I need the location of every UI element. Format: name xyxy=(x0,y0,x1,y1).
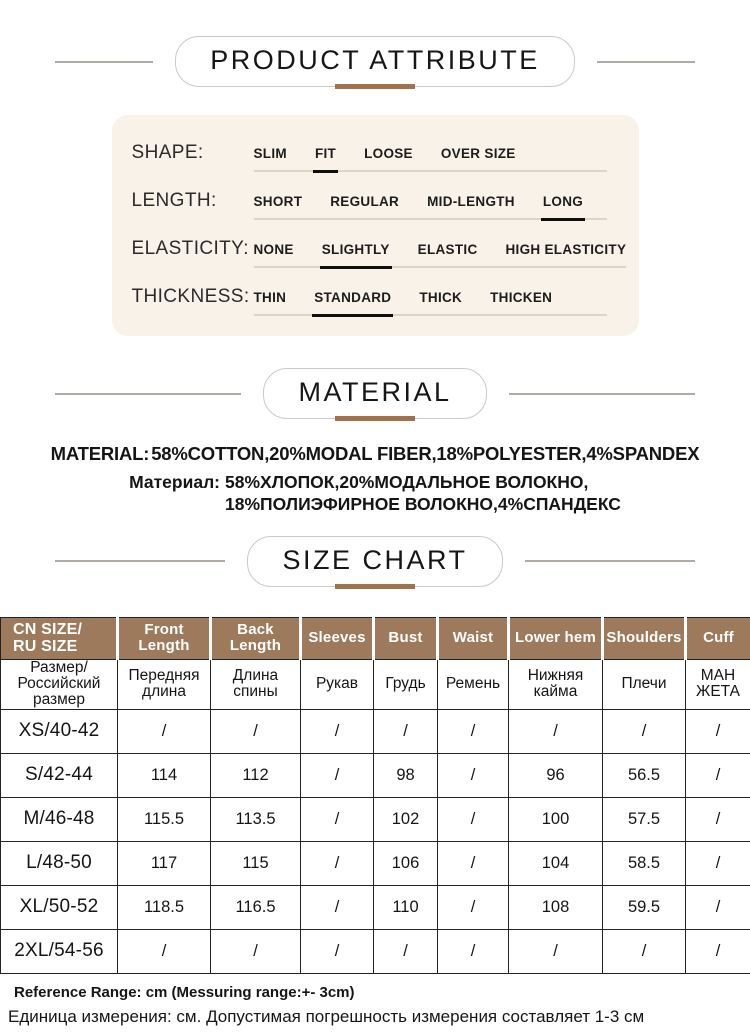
measurement-cell: 96 xyxy=(509,753,603,797)
measurement-cell: / xyxy=(301,929,374,973)
measurement-cell: / xyxy=(438,753,509,797)
measurement-cell: 112 xyxy=(211,753,301,797)
attribute-option-selected: FIT xyxy=(315,146,336,161)
attribute-option: HIGH ELASTICITY xyxy=(506,242,627,257)
title-side-line-left xyxy=(55,61,153,63)
column-header-en: Front Length xyxy=(118,617,211,659)
column-header-ru: Длина спины xyxy=(211,659,301,709)
attribute-row xyxy=(132,190,617,220)
material-section-title xyxy=(0,368,750,419)
measurement-cell: 100 xyxy=(509,797,603,841)
attribute-options xyxy=(254,194,607,220)
table-row xyxy=(1,841,750,885)
measurement-cell: / xyxy=(686,885,750,929)
column-header-en: Cuff xyxy=(686,617,750,659)
attribute-row xyxy=(132,142,617,172)
size-chart-title-box xyxy=(247,536,502,587)
measurement-cell: 58.5 xyxy=(603,841,686,885)
measurement-cell: 116.5 xyxy=(211,885,301,929)
attribute-panel xyxy=(112,115,639,336)
measurement-cell: / xyxy=(686,797,750,841)
measurement-cell: / xyxy=(438,885,509,929)
measurement-cell: 98 xyxy=(374,753,438,797)
measurement-cell: / xyxy=(509,929,603,973)
measurement-cell: / xyxy=(438,929,509,973)
column-header-en: Shoulders xyxy=(603,617,686,659)
measurement-cell: / xyxy=(603,929,686,973)
measurement-cell: / xyxy=(301,841,374,885)
attribute-option: REGULAR xyxy=(330,194,399,209)
attribute-options xyxy=(254,290,607,316)
measurement-cell: / xyxy=(686,929,750,973)
column-header-ru: Плечи xyxy=(603,659,686,709)
measurement-cell: / xyxy=(374,929,438,973)
title-side-line-left xyxy=(55,560,225,562)
material-value-en: 58%COTTON,20%MODAL FIBER,18%POLYESTER,4%SPANDEX xyxy=(151,443,699,464)
measurement-cell: / xyxy=(438,841,509,885)
table-row xyxy=(1,885,750,929)
title-side-line-right xyxy=(509,393,695,395)
material-value-ru-line2: 18%ПОЛИЭФИРНОЕ ВОЛОКНО,4%СПАНДЕКС xyxy=(225,494,621,516)
attribute-label: SHAPE: xyxy=(132,142,254,164)
measurement-cell: / xyxy=(301,885,374,929)
attribute-option-selected: SLIGHTLY xyxy=(322,242,390,257)
attribute-option: THICK xyxy=(419,290,462,305)
reference-range-note-ru: Единица измерения: см. Допустимая погрешность измерения составляет 1-3 см xyxy=(8,1007,750,1027)
size-label-cell: 2XL/54-56 xyxy=(1,929,118,973)
material-label-en: MATERIAL: xyxy=(51,443,150,464)
measurement-cell: 114 xyxy=(118,753,211,797)
measurement-cell: 108 xyxy=(509,885,603,929)
column-header-ru: Ремень xyxy=(438,659,509,709)
title-side-line-left xyxy=(55,393,241,395)
column-header-ru: Грудь xyxy=(374,659,438,709)
product-attribute-section-title xyxy=(0,36,750,87)
attribute-row xyxy=(132,286,617,316)
table-row xyxy=(1,797,750,841)
table-row xyxy=(1,929,750,973)
attribute-option-selected: LONG xyxy=(543,194,583,209)
measurement-cell: / xyxy=(686,709,750,753)
attribute-option: MID-LENGTH xyxy=(427,194,515,209)
measurement-cell: / xyxy=(603,709,686,753)
size-label-cell: M/46-48 xyxy=(1,797,118,841)
column-header-en: Bust xyxy=(374,617,438,659)
attribute-label: LENGTH: xyxy=(132,190,254,212)
material-line-en xyxy=(30,443,720,465)
size-chart-section-title xyxy=(0,536,750,587)
measurement-cell: / xyxy=(509,709,603,753)
measurement-cell: 104 xyxy=(509,841,603,885)
attribute-option: OVER SIZE xyxy=(441,146,516,161)
measurement-cell: 117 xyxy=(118,841,211,885)
measurement-cell: / xyxy=(301,797,374,841)
material-line-ru xyxy=(30,472,720,516)
column-header-ru: Размер/ Российский размер xyxy=(1,659,118,709)
title-underline-bar xyxy=(335,584,415,589)
title-side-line-right xyxy=(525,560,695,562)
column-header-en: Waist xyxy=(438,617,509,659)
column-header-ru: Нижняя кайма xyxy=(509,659,603,709)
title-underline-bar xyxy=(335,416,415,421)
measurement-cell: 118.5 xyxy=(118,885,211,929)
table-header-row-ru xyxy=(1,659,750,709)
product-attribute-title-box xyxy=(175,36,575,87)
measurement-cell: / xyxy=(301,709,374,753)
column-header-en: CN SIZE/ RU SIZE xyxy=(1,617,118,659)
attribute-option: THICKEN xyxy=(490,290,552,305)
title-underline-bar xyxy=(335,84,415,89)
measurement-cell: / xyxy=(438,709,509,753)
measurement-cell: 113.5 xyxy=(211,797,301,841)
measurement-cell: 56.5 xyxy=(603,753,686,797)
size-label-cell: L/48-50 xyxy=(1,841,118,885)
size-label-cell: S/42-44 xyxy=(1,753,118,797)
attribute-option-selected: STANDARD xyxy=(314,290,391,305)
column-header-ru: МАН ЖЕТА xyxy=(686,659,750,709)
attribute-option: LOOSE xyxy=(364,146,413,161)
attribute-label: THICKNESS: xyxy=(132,286,254,308)
measurement-cell: / xyxy=(211,709,301,753)
measurement-cell: / xyxy=(301,753,374,797)
measurement-cell: 115.5 xyxy=(118,797,211,841)
measurement-cell: 57.5 xyxy=(603,797,686,841)
measurement-cell: / xyxy=(118,929,211,973)
material-title-text: MATERIAL xyxy=(298,377,451,407)
measurement-cell: / xyxy=(118,709,211,753)
size-label-cell: XS/40-42 xyxy=(1,709,118,753)
column-header-ru: Рукав xyxy=(301,659,374,709)
column-header-en: Lower hem xyxy=(509,617,603,659)
table-row xyxy=(1,753,750,797)
table-row xyxy=(1,709,750,753)
measurement-cell: / xyxy=(438,797,509,841)
attribute-option: SLIM xyxy=(254,146,287,161)
material-label-ru: Материал: xyxy=(129,472,220,516)
measurement-cell: / xyxy=(686,841,750,885)
size-chart-title-text: SIZE CHART xyxy=(282,545,467,575)
attribute-option: SHORT xyxy=(254,194,303,209)
attribute-options xyxy=(254,242,627,268)
column-header-ru: Передняя длина xyxy=(118,659,211,709)
attribute-option: ELASTIC xyxy=(418,242,478,257)
material-value-ru xyxy=(225,472,621,516)
measurement-cell: / xyxy=(374,709,438,753)
column-header-en: Sleeves xyxy=(301,617,374,659)
attribute-option: NONE xyxy=(254,242,294,257)
size-label-cell: XL/50-52 xyxy=(1,885,118,929)
reference-range-note-en: Reference Range: cm (Messuring range:+- 3cm) xyxy=(14,984,750,1001)
table-header-row-en xyxy=(1,617,750,659)
product-attribute-title-text: PRODUCT ATTRIBUTE xyxy=(210,45,540,75)
measurement-cell: 102 xyxy=(374,797,438,841)
size-chart-table xyxy=(0,617,750,974)
measurement-cell: / xyxy=(686,753,750,797)
material-value-ru-line1: 58%ХЛОПОК,20%МОДАЛЬНОЕ ВОЛОКНО, xyxy=(225,472,621,494)
attribute-option: THIN xyxy=(254,290,287,305)
material-title-box xyxy=(263,368,486,419)
measurement-cell: 110 xyxy=(374,885,438,929)
title-side-line-right xyxy=(597,61,695,63)
measurement-cell: 115 xyxy=(211,841,301,885)
measurement-cell: / xyxy=(211,929,301,973)
attribute-row xyxy=(132,238,617,268)
column-header-en: Back Length xyxy=(211,617,301,659)
measurement-cell: 59.5 xyxy=(603,885,686,929)
measurement-cell: 106 xyxy=(374,841,438,885)
attribute-label: ELASTICITY: xyxy=(132,238,254,260)
material-composition xyxy=(0,443,750,516)
attribute-options xyxy=(254,146,607,172)
